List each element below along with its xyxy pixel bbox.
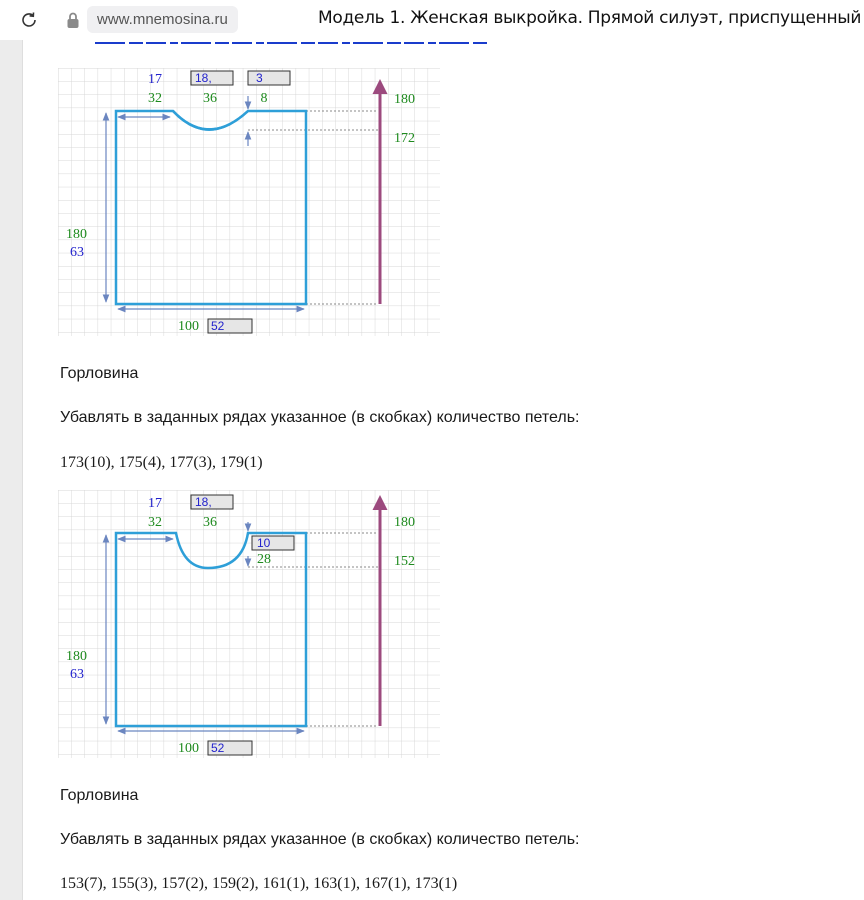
side-green: 28 bbox=[257, 552, 271, 567]
section-instruction: Убавлять в заданных рядах указанное (в скобках) количество петель: bbox=[60, 409, 580, 426]
cut-off-link-text bbox=[95, 40, 495, 48]
section-heading: Горловина bbox=[60, 787, 139, 804]
decrease-rows: 153(7), 155(3), 157(2), 159(2), 161(1), 163(1), 167(1), 173(1) bbox=[60, 875, 458, 892]
side-box-label: 10 bbox=[257, 536, 271, 550]
top-green-left: 32 bbox=[148, 515, 162, 530]
top-green-mid: 36 bbox=[203, 515, 217, 530]
right-label-1: 180 bbox=[394, 515, 415, 530]
top-box-right-label: 3 bbox=[256, 71, 263, 85]
decrease-rows: 173(10), 175(4), 177(3), 179(1) bbox=[60, 454, 263, 471]
right-label-2: 172 bbox=[394, 131, 415, 146]
bottom-box-label: 52 bbox=[211, 319, 225, 333]
left-blue: 63 bbox=[70, 245, 84, 260]
bottom-box-label: 52 bbox=[211, 741, 225, 755]
section-instruction: Убавлять в заданных рядах указанное (в скобках) количество петель: bbox=[60, 831, 580, 848]
left-green: 180 bbox=[66, 649, 87, 664]
left-gutter bbox=[0, 40, 23, 900]
section-heading: Горловина bbox=[60, 365, 139, 382]
bottom-green: 100 bbox=[178, 741, 199, 756]
top-blue-left: 17 bbox=[148, 72, 162, 87]
right-label-1: 180 bbox=[394, 92, 415, 107]
top-green-right: 8 bbox=[260, 91, 268, 106]
top-box-mid-label: 18, bbox=[195, 71, 212, 85]
top-box-mid-label: 18, bbox=[195, 495, 212, 509]
top-blue-left: 17 bbox=[148, 496, 162, 511]
left-blue: 63 bbox=[70, 667, 84, 682]
address-bar[interactable]: www.mnemosina.ru bbox=[87, 6, 238, 33]
bottom-green: 100 bbox=[178, 319, 199, 334]
left-green: 180 bbox=[66, 227, 87, 242]
page-title: Модель 1. Женская выкройка. Прямой силуэт, приспущенный bbox=[318, 8, 862, 28]
right-label-2: 152 bbox=[394, 554, 415, 569]
pattern-diagram-2 bbox=[58, 490, 440, 758]
top-green-mid: 36 bbox=[203, 91, 217, 106]
reload-icon[interactable] bbox=[18, 9, 40, 31]
browser-toolbar bbox=[0, 0, 864, 40]
top-green-left: 32 bbox=[148, 91, 162, 106]
lock-icon bbox=[66, 11, 80, 29]
top-box-right bbox=[248, 71, 290, 85]
pattern-diagram-1 bbox=[58, 68, 440, 336]
